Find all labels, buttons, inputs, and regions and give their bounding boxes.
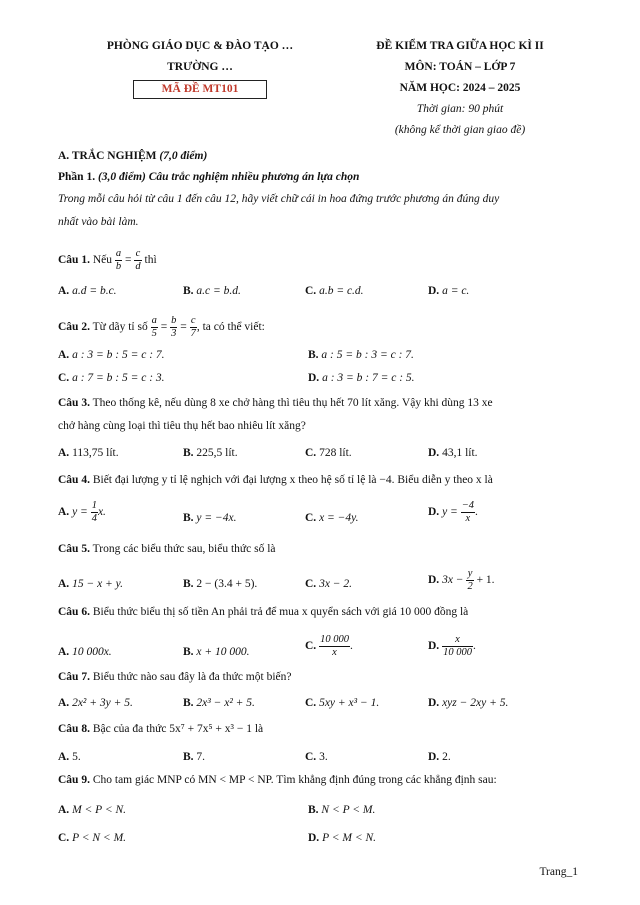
question-4: Câu 4. Biết đại lượng y tỉ lệ nghịch với đại lượng x theo hệ số tỉ lệ là −4. Biểu diễn y theo x là xyxy=(58,474,493,486)
department: PHÒNG GIÁO DỤC & ĐÀO TẠO … xyxy=(106,40,294,52)
q9-option-d[interactable]: D. P < M < N. xyxy=(308,832,377,844)
q9-option-b[interactable]: B. N < P < M. xyxy=(308,804,376,816)
exam-title: ĐỀ KIỂM TRA GIỮA HỌC KÌ II xyxy=(376,40,544,52)
q5-option-c[interactable]: C. 3x − 2. xyxy=(305,578,353,590)
question-5: Câu 5. Trong các biểu thức sau, biểu thức số là xyxy=(58,543,276,555)
q6-option-d[interactable]: D. $\frac{x}{10 000}$ . xyxy=(428,634,476,658)
part1-heading: Phần 1. (3,0 điểm) Câu trắc nghiệm nhiều phương án lựa chọn xyxy=(58,171,360,183)
q8-option-d[interactable]: D. 2. xyxy=(428,751,451,763)
q3-option-c[interactable]: C. 728 lít. xyxy=(305,447,352,459)
q7-option-b[interactable]: B. 2x³ − x² + 5. xyxy=(183,697,255,709)
question-9: Câu 9. Cho tam giác MNP có MN < MP < NP. Tìm khẳng định đúng trong các khẳng định sau: xyxy=(58,774,497,786)
q1-option-c[interactable]: C. a.b = c.d. xyxy=(305,285,364,297)
page-footer: Trang_1 xyxy=(539,866,578,878)
q5-option-b[interactable]: B. 2 − (3.4 + 5). xyxy=(183,578,258,590)
q2-option-b[interactable]: B. a : 5 = b : 3 = c : 7. xyxy=(308,349,414,361)
q1-option-d[interactable]: D. a = c. xyxy=(428,285,470,297)
question-1: Câu 1. Nếu $\frac{a}{b}$ = $\frac{c}{d}$ thì xyxy=(58,248,157,272)
q3-option-b[interactable]: B. 225,5 lít. xyxy=(183,447,238,459)
q1-option-b[interactable]: B. a.c = b.d. xyxy=(183,285,241,297)
q2-option-d[interactable]: D. a : 3 = b : 7 = c : 5. xyxy=(308,372,415,384)
school-year: NĂM HỌC: 2024 – 2025 xyxy=(399,82,521,94)
duration: Thời gian: 90 phút xyxy=(416,103,504,115)
q2-option-a[interactable]: A. a : 3 = b : 5 = c : 7. xyxy=(58,349,165,361)
instructions-line-1: Trong mỗi câu hỏi từ câu 1 đến câu 12, hãy viết chữ cái in hoa đứng trước phương án đúng duy xyxy=(58,193,500,205)
section-a-heading: A. TRẮC NGHIỆM (7,0 điểm) xyxy=(58,150,208,162)
q9-option-c[interactable]: C. P < N < M. xyxy=(58,832,127,844)
q8-option-c[interactable]: C. 3. xyxy=(305,751,328,763)
q8-option-b[interactable]: B. 7. xyxy=(183,751,206,763)
q6-option-b[interactable]: B. x + 10 000. xyxy=(183,646,250,658)
q1-option-a[interactable]: A. a.d = b.c. xyxy=(58,285,117,297)
question-2: Câu 2. Từ dãy tỉ số $\frac{a}{5}$ = $\frac{b}{3}$ = $\frac{c}{7}$ , ta có thể viết: xyxy=(58,315,265,339)
question-3: Câu 3. Theo thống kê, nếu dùng 8 xe chở hàng thì tiêu thụ hết 70 lít xăng. Vậy khi dùng 13 xe xyxy=(58,397,493,409)
header-right xyxy=(335,36,585,141)
q6-option-c[interactable]: C. $\frac{10 000}{x}$ . xyxy=(305,634,353,658)
q5-option-d[interactable]: D. 3x − $\frac{y}{2}$ + 1. xyxy=(428,568,495,592)
instructions-line-2: nhất vào bài làm. xyxy=(58,216,139,228)
q2-option-c[interactable]: C. a : 7 = b : 5 = c : 3. xyxy=(58,372,165,384)
question-6: Câu 6. Biểu thức biểu thị số tiền An phải trả để mua x quyển sách với giá 10 000 đồng là xyxy=(58,606,469,618)
q6-option-a[interactable]: A. 10 000x. xyxy=(58,646,112,658)
q4-option-c[interactable]: C. x = −4y. xyxy=(305,512,359,524)
q4-option-b[interactable]: B. y = −4x. xyxy=(183,512,237,524)
q7-option-d[interactable]: D. xyz − 2xy + 5. xyxy=(428,697,509,709)
school: TRƯỜNG … xyxy=(167,61,233,73)
q8-option-a[interactable]: A. 5. xyxy=(58,751,81,763)
q4-option-a[interactable]: A. y = $\frac{1}{4}$ x. xyxy=(58,500,106,524)
question-8: Câu 8. Bậc của đa thức 5x⁷ + 7x⁵ + x³ − 1 là xyxy=(58,723,264,735)
q3-option-d[interactable]: D. 43,1 lít. xyxy=(428,447,478,459)
subject: MÔN: TOÁN – LỚP 7 xyxy=(404,61,516,73)
q9-option-a[interactable]: A. M < P < N. xyxy=(58,804,127,816)
question-7: Câu 7. Biểu thức nào sau đây là đa thức một biến? xyxy=(58,671,292,683)
q4-option-d[interactable]: D. y = $\frac{-4}{x}$ . xyxy=(428,500,478,524)
q7-option-a[interactable]: A. 2x² + 3y + 5. xyxy=(58,697,133,709)
q3-option-a[interactable]: A. 113,75 lít. xyxy=(58,447,119,459)
q5-option-a[interactable]: A. 15 − x + y. xyxy=(58,578,124,590)
exam-code-box: MÃ ĐỀ MT101 xyxy=(133,80,268,99)
question-3-line-2: chở hàng cùng loại thì tiêu thụ hết bao nhiêu lít xăng? xyxy=(58,420,306,432)
duration-note: (không kể thời gian giao đề) xyxy=(394,124,526,136)
q7-option-c[interactable]: C. 5xy + x³ − 1. xyxy=(305,697,380,709)
header-left xyxy=(70,36,330,100)
